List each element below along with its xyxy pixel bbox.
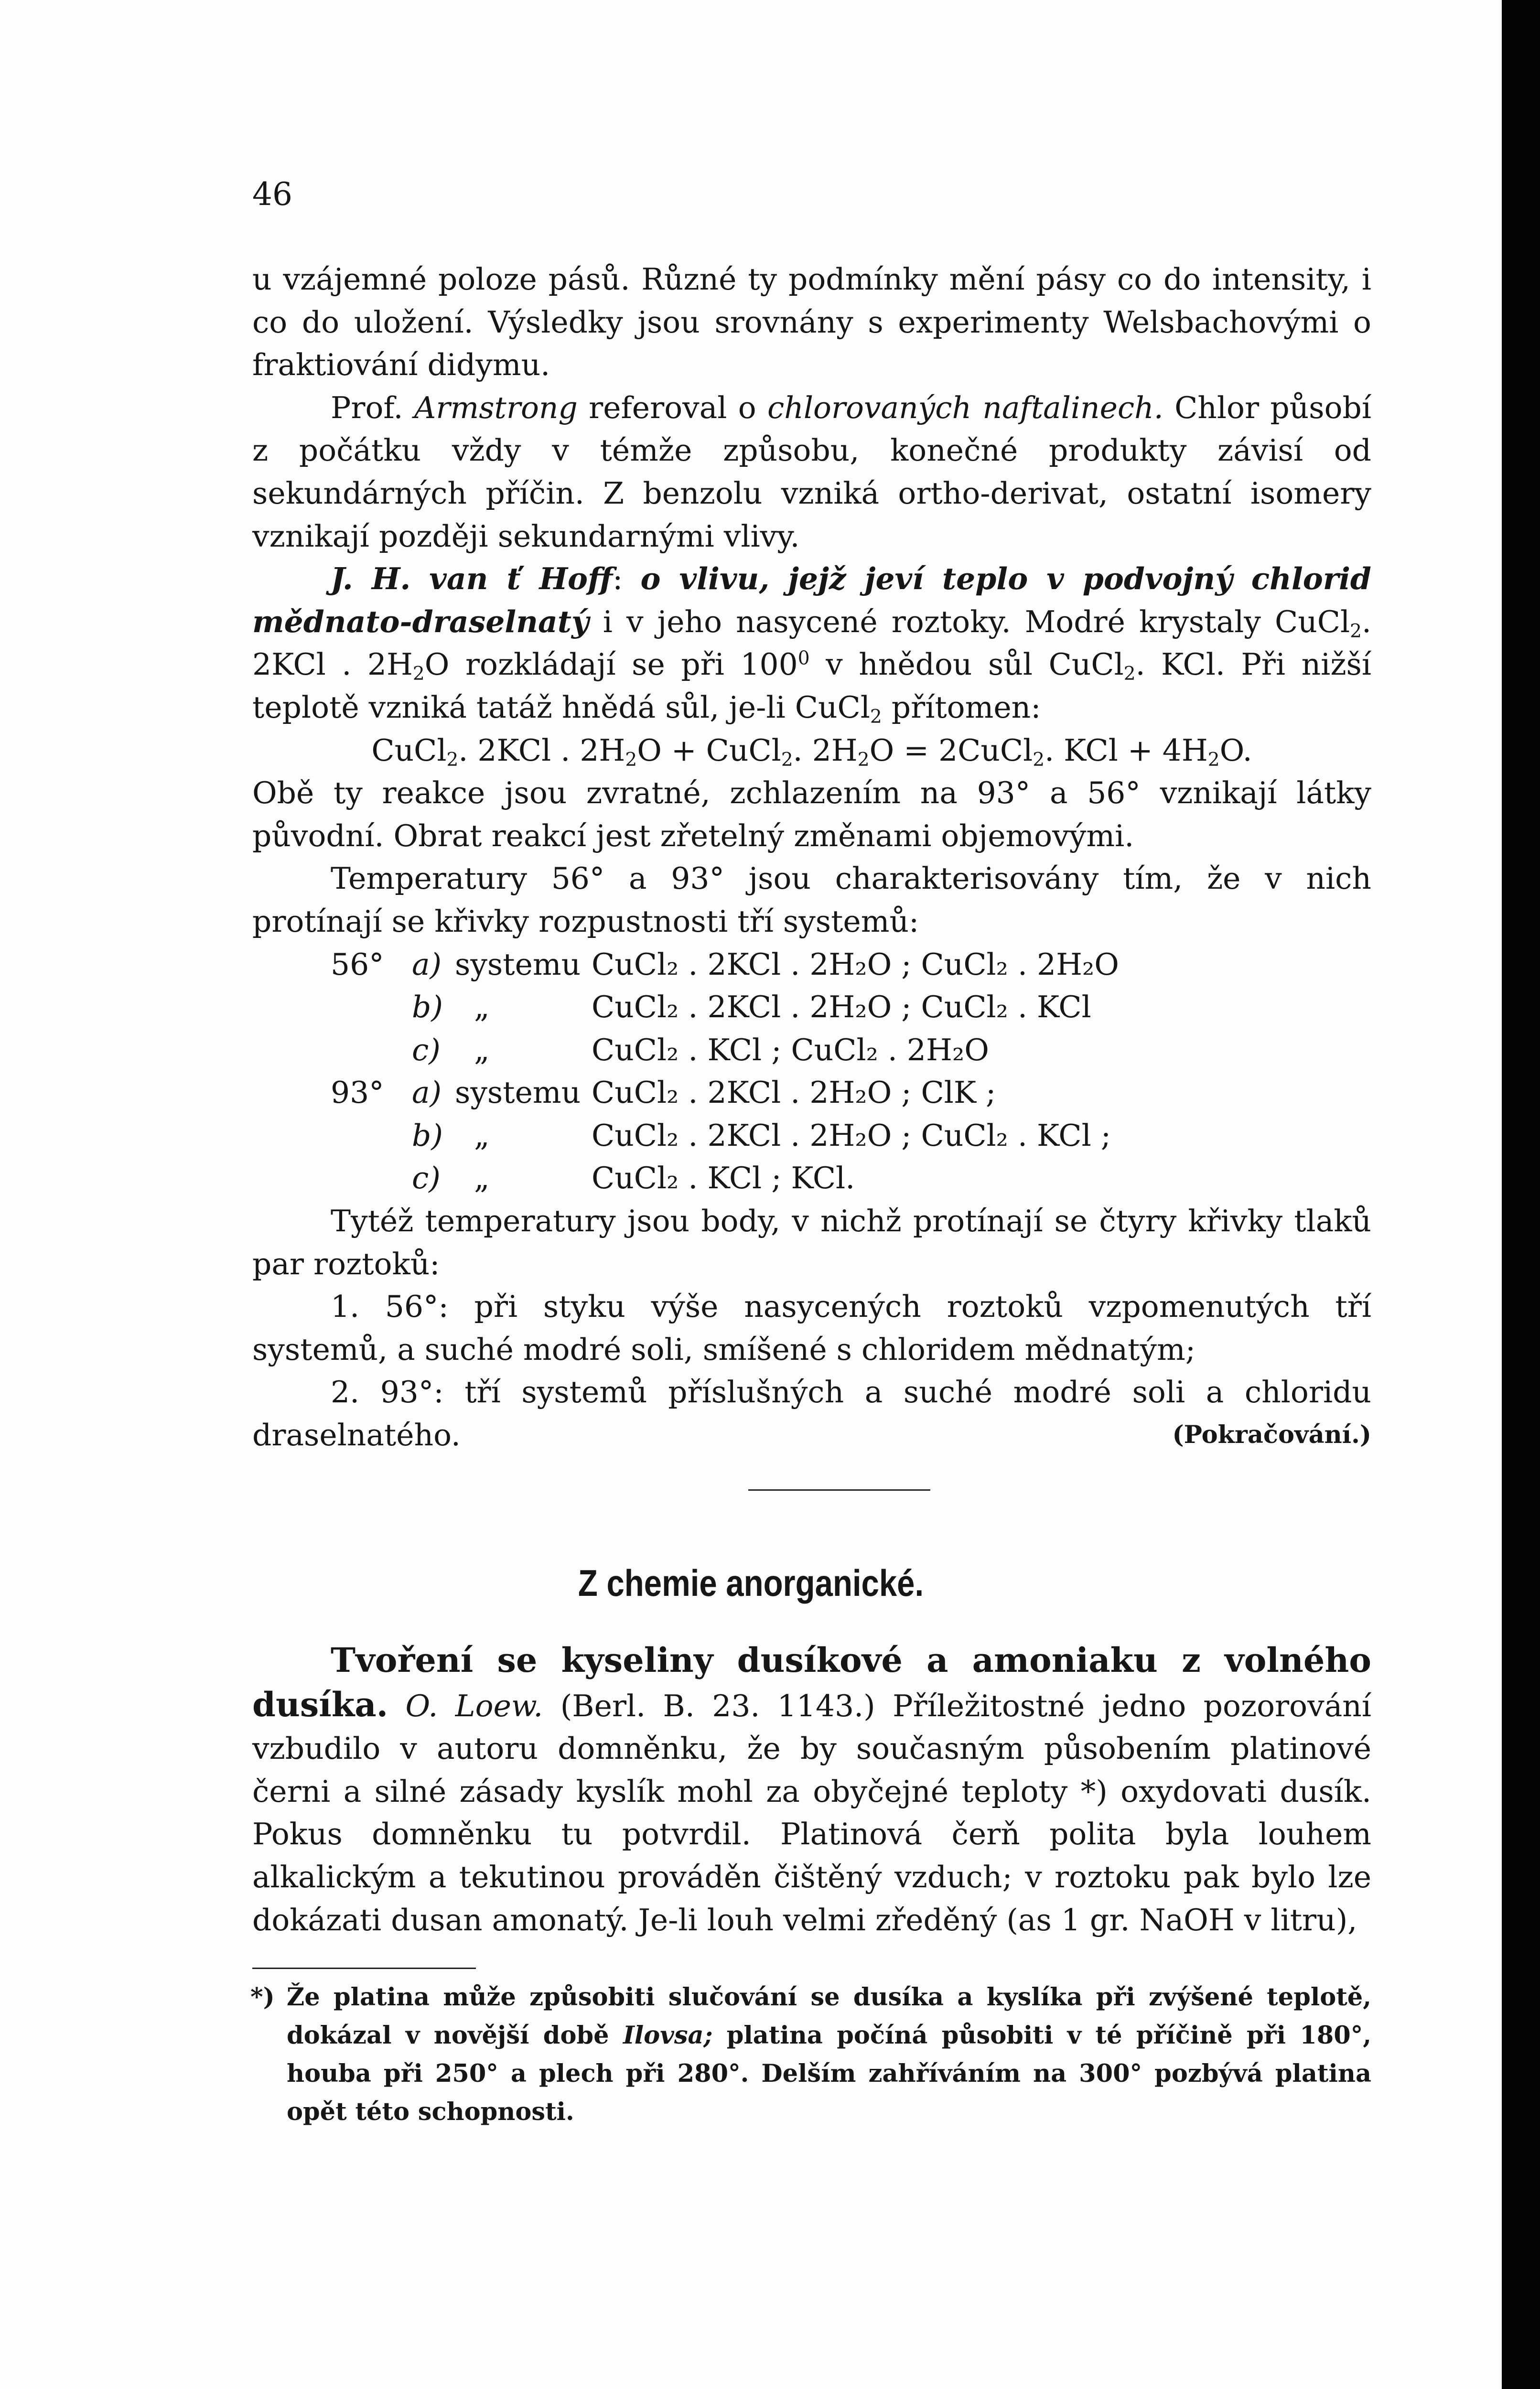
sys-letter: b) (412, 1118, 443, 1153)
footnote-post: platina počíná působiti v té příčině při 180°, houba při 250° a plech při 280°. Delším zahříváním na 300° pozbývá platina opět této schopnosti. (287, 2021, 1372, 2126)
sys-formula: CuCl₂ . KCl ; CuCl₂ . 2H₂O (592, 1032, 989, 1067)
sys-formula: CuCl₂ . 2KCl . 2H₂O ; CuCl₂ . KCl ; (592, 1118, 1111, 1153)
paragraph-vanthoff: J. H. van ť Hoff: o vlivu, jejž jeví teplo v podvojný chlorid mědnato-draselnatý i v jeho nasycené roztoky. Modré krystaly CuCl$_2$. 2KCl . $2H_2O$ rozkládají se při $100^0$ v hnědou sůl CuCl$_2$. KCl. Při nižší teplotě vzniká tatáž hnědá sůl, je-li CuCl$_2$ přítomen: (252, 561, 1372, 728)
eq-seg: O + CuCl (637, 732, 781, 768)
sys-word: systemu (455, 1075, 581, 1110)
article-title-vanthoff: o vlivu, jejž jeví teplo v podvojný chlorid mědnato-draselnatý (252, 561, 1371, 639)
footnote-pre: Že platina může způsobiti slučování se dusíka a kyslíka při zvýšené teplotě, dokázal v novější době (287, 1983, 1371, 2050)
paragraph-reaction: Obě ty reakce jsou zvratné, zchlazením na 93° a 56° vznikají látky původní. Obrat reakcí jest zřetelný změnami objemovými. (252, 775, 1371, 853)
sys-letter: a) (412, 947, 442, 982)
text-seg: O rozkládají se při 100 (424, 647, 798, 682)
system-row (252, 1157, 1371, 1200)
topic-text: chlorovaných naftalinech. (767, 390, 1163, 425)
footnote-mark: *) (250, 1983, 275, 2012)
sys-formula: CuCl₂ . 2KCl . 2H₂O ; CuCl₂ . KCl (592, 990, 1091, 1025)
eq-seg: O. (1219, 732, 1252, 768)
article-author: O. Loew. (405, 1688, 543, 1723)
article-reference: (Berl. B. 23. 1143.) (560, 1688, 875, 1723)
sys-formula: CuCl₂ . KCl ; KCl. (592, 1161, 855, 1196)
sys-word: „ (474, 990, 490, 1025)
eq-seg: . 2KCl . 2H (458, 732, 625, 768)
text-seg: přítomen: (891, 689, 1041, 725)
equation: CuCl$_2$. 2KCl . $2H_2O$ + CuCl$_2$. $2H_2O$ = 2CuCl$_2$. KCl + $4H_2O$. (371, 732, 1252, 771)
scan-edge (1502, 0, 1540, 2389)
footnote-author: Ilovsa; (623, 2021, 713, 2050)
page-number: 46 (252, 176, 292, 213)
article-title: Tvoření se kyseliny dusíkové a amoniaku z volného dusíka. (252, 1640, 1371, 1724)
eq-seg: CuCl (371, 732, 447, 768)
mid-text: referoval o (589, 390, 756, 425)
paragraph-temperatures: Temperatury 56° a 93° jsou charakterisovány tím, že v nich protínají se křivky rozpustnosti tří systemů: (252, 861, 1371, 939)
sys-word: „ (474, 1118, 490, 1153)
text-seg: v hnědou sůl CuCl (826, 647, 1124, 682)
sys-word: „ (474, 1032, 490, 1067)
paragraph-armstrong (252, 387, 1371, 558)
system-row (252, 986, 1371, 1029)
list-item-2-text: 2. 93°: tří systemů příslušných a suché modré soli a chloridu draselnatého. (252, 1375, 1371, 1453)
list-item-1: 1. 56°: při styku výše nasycených roztoků vzpomenutých tří systemů, a suché modré soli, smíšené s chloridem mědnatým; (252, 1289, 1371, 1367)
paragraph-pressure: Tytéž temperatury jsou body, v nichž protínají se čtyry křivky tlaků par roztoků: (252, 1204, 1371, 1281)
armstrong-rest: Chlor působí z počátku vždy v témže způsobu, konečné produkty závisí od sekundárných příčin. Z benzolu vzniká ortho-derivat, ostatní isomery vznikají později sekundarnými vlivy. (252, 390, 1371, 554)
colon: : (613, 561, 623, 597)
sys-word: „ (474, 1161, 490, 1196)
sys-letter: a) (412, 1075, 442, 1110)
main-text (252, 258, 1371, 1457)
sys-letter: c) (412, 1161, 441, 1196)
list-item-2 (252, 1371, 1371, 1456)
sys-formula: CuCl₂ . 2KCl . 2H₂O ; CuCl₂ . 2H₂O (592, 947, 1119, 982)
footnote (250, 1978, 1372, 2131)
sys-letter: b) (412, 990, 443, 1025)
sys-letter: c) (412, 1032, 441, 1067)
sys-word: systemu (455, 947, 581, 982)
continued-note: (Pokračování.) (1172, 1420, 1371, 1450)
section-title: Z chemie anorganické. (578, 1562, 924, 1604)
author-armstrong: Armstrong (414, 390, 578, 425)
eq-seg: . 2H (793, 732, 858, 768)
system-row (252, 1114, 1371, 1157)
prof-label: Prof. (331, 390, 403, 425)
section-divider (748, 1489, 930, 1491)
sys-temp: 56° (331, 947, 384, 982)
footnote-rule (252, 1968, 476, 1969)
eq-seg: O = 2CuCl (869, 732, 1033, 768)
sys-formula: CuCl₂ . 2KCl . 2H₂O ; ClK ; (592, 1075, 996, 1110)
text-seg: i v jeho nasycené roztoky. Modré krystaly CuCl (603, 604, 1350, 639)
systems-list (252, 943, 1371, 1200)
footnote-text (287, 1978, 1371, 2131)
paragraph-intro: u vzájemné poloze pásů. Různé ty podmínky mění pásy co do intensity, i co do uložení. Výsledky jsou srovnány s experimenty Welsbachovými o fraktiování didymu. (252, 262, 1371, 383)
article-text: Příležitostné jedno pozorování vzbudilo v autoru domněnku, že by současným působením platinové černi a silné zásady kyslík mohl za obyčejné teploty *) oxydovati dusík. Pokus domněnku tu potvrdil. Platinová čerň polita byla louhem alkalickým a tekutinou prováděn čištěný vzduch; v roztoku pak bylo lze dokázati dusan amonatý. Je-li louh velmi zředěný (as 1 gr. NaOH v litru), (252, 1688, 1371, 1937)
system-row (252, 1029, 1371, 1072)
sys-temp: 93° (331, 1075, 384, 1110)
system-row (252, 943, 1371, 986)
eq-seg: . KCl + 4H (1045, 732, 1208, 768)
text-seg: . KCl. Při nižší teplotě vzniká tatáž hnědá sůl, je-li CuCl (252, 647, 1372, 725)
article-block (252, 1639, 1371, 1941)
author-vanthoff: J. H. van ť Hoff (331, 561, 613, 597)
system-row (252, 1071, 1371, 1114)
text-seg: . 2KCl . 2H (252, 604, 1371, 682)
article-paragraph (252, 1639, 1371, 1941)
